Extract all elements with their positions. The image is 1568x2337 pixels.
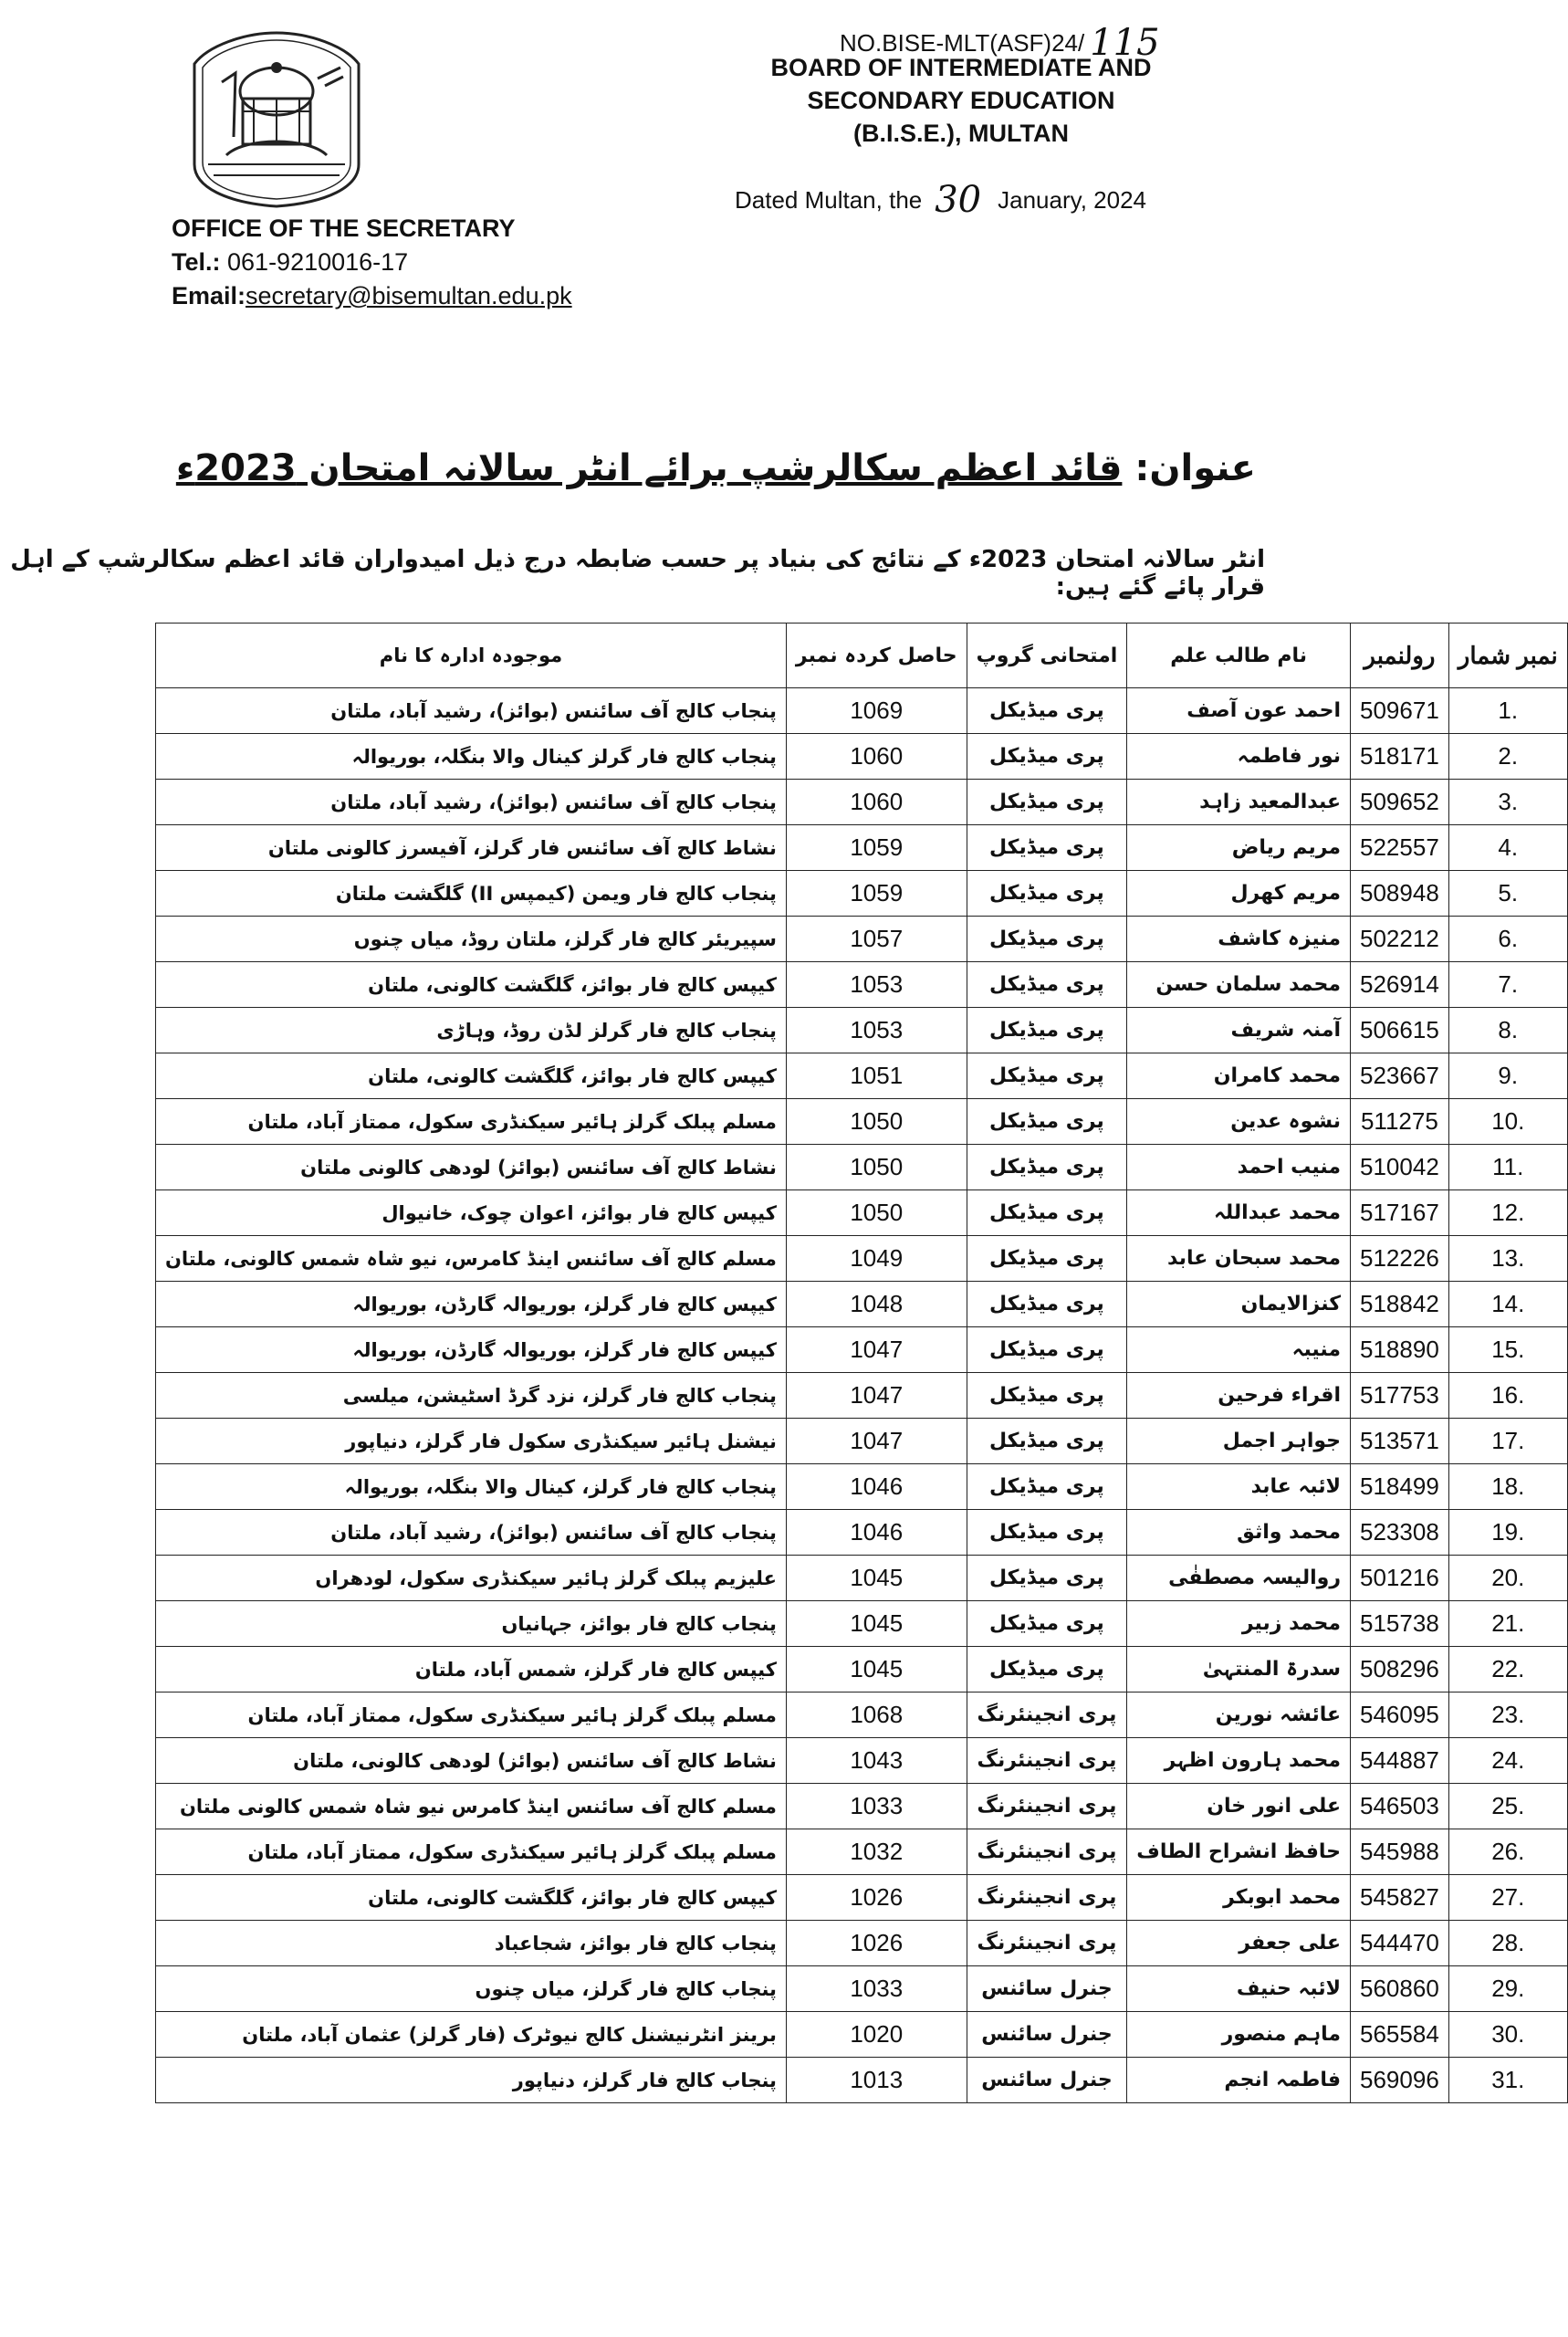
- reference-handwritten-number: 115: [1090, 22, 1160, 64]
- cell-serial: .17: [1448, 1419, 1567, 1464]
- cell-exam-group: پری میڈیکل: [967, 871, 1127, 917]
- cell-roll-number: 569096: [1351, 2058, 1449, 2103]
- cell-student-name: جواہر اجمل: [1127, 1419, 1351, 1464]
- dated-day-handwritten: 30: [935, 179, 982, 221]
- cell-institution: پنجاب کالج آف سائنس (بوائز)، رشید آباد، ملتان: [156, 780, 787, 825]
- cell-serial: .29: [1448, 1966, 1567, 2012]
- office-block: [172, 212, 572, 313]
- cell-exam-group: پری میڈیکل: [967, 1145, 1127, 1190]
- email-label: Email:: [172, 282, 246, 309]
- cell-student-name: منیزہ کاشف: [1127, 917, 1351, 962]
- email-link[interactable]: secretary@bisemultan.edu.pk: [246, 282, 572, 309]
- cell-student-name: کنزالایمان: [1127, 1282, 1351, 1327]
- cell-roll-number: 517167: [1351, 1190, 1449, 1236]
- cell-student-name: نشوہ عدین: [1127, 1099, 1351, 1145]
- intro-paragraph: انٹر سالانہ امتحان 2023ء کے نتائج کی بنیاد پر حسب ضابطہ درج ذیل امیدواران قائد اعظم سکالرشپ کے اہل قرار پائے گئے ہیں:: [10, 546, 1265, 601]
- cell-roll-number: 502212: [1351, 917, 1449, 962]
- cell-student-name: حافظ انشراح الطاف: [1127, 1829, 1351, 1875]
- cell-serial: .31: [1448, 2058, 1567, 2103]
- cell-serial: .26: [1448, 1829, 1567, 1875]
- cell-institution: پنجاب کالج فار گرلز کینال والا بنگلہ، بوریوالہ: [156, 734, 787, 780]
- table-row: [156, 1921, 1568, 1966]
- table-row: [156, 1053, 1568, 1099]
- table-row: [156, 1738, 1568, 1784]
- cell-student-name: منیب احمد: [1127, 1145, 1351, 1190]
- cell-institution: نشاط کالج آف سائنس فار گرلز، آفیسرز کالونی ملتان: [156, 825, 787, 871]
- cell-roll-number: 512226: [1351, 1236, 1449, 1282]
- cell-roll-number: 517753: [1351, 1373, 1449, 1419]
- cell-marks: 1033: [786, 1784, 967, 1829]
- cell-exam-group: پری میڈیکل: [967, 1282, 1127, 1327]
- cell-institution: پنجاب کالج آف سائنس (بوائز)، رشید آباد، ملتان: [156, 1510, 787, 1556]
- cell-marks: 1047: [786, 1327, 967, 1373]
- cell-institution: کیپس کالج فار بوائز، اعوان چوک، خانیوال: [156, 1190, 787, 1236]
- cell-marks: 1060: [786, 734, 967, 780]
- cell-roll-number: 523667: [1351, 1053, 1449, 1099]
- cell-marks: 1053: [786, 1008, 967, 1053]
- cell-marks: 1060: [786, 780, 967, 825]
- cell-roll-number: 523308: [1351, 1510, 1449, 1556]
- cell-marks: 1053: [786, 962, 967, 1008]
- cell-marks: 1033: [786, 1966, 967, 2012]
- cell-student-name: اقراء فرحین: [1127, 1373, 1351, 1419]
- cell-exam-group: پری انجینئرنگ: [967, 1738, 1127, 1784]
- cell-institution: مسلم پبلک گرلز ہائیر سیکنڈری سکول، ممتاز آباد، ملتان: [156, 1829, 787, 1875]
- table-row: [156, 917, 1568, 962]
- cell-exam-group: پری میڈیکل: [967, 1419, 1127, 1464]
- cell-serial: .18: [1448, 1464, 1567, 1510]
- cell-marks: 1045: [786, 1556, 967, 1601]
- cell-serial: .13: [1448, 1236, 1567, 1282]
- cell-exam-group: پری میڈیکل: [967, 1601, 1127, 1647]
- cell-marks: 1050: [786, 1190, 967, 1236]
- office-title: OFFICE OF THE SECRETARY: [172, 215, 516, 242]
- cell-institution: پنجاب کالج آف سائنس (بوائز)، رشید آباد، ملتان: [156, 688, 787, 734]
- cell-serial: .4: [1448, 825, 1567, 871]
- cell-marks: 1046: [786, 1510, 967, 1556]
- cell-student-name: ماہم منصور: [1127, 2012, 1351, 2058]
- cell-roll-number: 544470: [1351, 1921, 1449, 1966]
- cell-serial: .6: [1448, 917, 1567, 962]
- cell-student-name: لائبہ عابد: [1127, 1464, 1351, 1510]
- cell-roll-number: 518171: [1351, 734, 1449, 780]
- cell-marks: 1059: [786, 871, 967, 917]
- cell-exam-group: پری میڈیکل: [967, 688, 1127, 734]
- cell-serial: .15: [1448, 1327, 1567, 1373]
- board-name-block: [760, 51, 1162, 150]
- cell-institution: برینز انٹرنیشنل کالج نیوٹرک (فار گرلز) عثمان آباد، ملتان: [156, 2012, 787, 2058]
- header-student-name: نام طالب علم: [1127, 624, 1351, 688]
- cell-student-name: محمد ہارون اظہر: [1127, 1738, 1351, 1784]
- subject-label: عنوان:: [1134, 447, 1256, 489]
- cell-marks: 1059: [786, 825, 967, 871]
- table-row: [156, 1692, 1568, 1738]
- cell-serial: .25: [1448, 1784, 1567, 1829]
- cell-exam-group: پری انجینئرنگ: [967, 1784, 1127, 1829]
- cell-exam-group: پری میڈیکل: [967, 917, 1127, 962]
- reference-prefix: NO.BISE-MLT(ASF)24/: [840, 29, 1085, 57]
- cell-serial: .10: [1448, 1099, 1567, 1145]
- cell-marks: 1032: [786, 1829, 967, 1875]
- table-row: [156, 1236, 1568, 1282]
- cell-exam-group: پری میڈیکل: [967, 734, 1127, 780]
- cell-student-name: عائشہ نورین: [1127, 1692, 1351, 1738]
- table-row: [156, 871, 1568, 917]
- cell-marks: 1068: [786, 1692, 967, 1738]
- cell-marks: 1057: [786, 917, 967, 962]
- cell-institution: پنجاب کالج فار گرلز، میاں چنوں: [156, 1966, 787, 2012]
- cell-institution: نشاط کالج آف سائنس (بوائز) لودھی کالونی، ملتان: [156, 1738, 787, 1784]
- table-row: [156, 825, 1568, 871]
- cell-marks: 1050: [786, 1099, 967, 1145]
- cell-serial: .14: [1448, 1282, 1567, 1327]
- cell-roll-number: 518890: [1351, 1327, 1449, 1373]
- cell-marks: 1020: [786, 2012, 967, 2058]
- cell-roll-number: 544887: [1351, 1738, 1449, 1784]
- table-row: [156, 1327, 1568, 1373]
- cell-institution: مسلم کالج آف سائنس اینڈ کامرس، نیو شاہ شمس کالونی، ملتان: [156, 1236, 787, 1282]
- cell-marks: 1045: [786, 1601, 967, 1647]
- cell-exam-group: پری میڈیکل: [967, 1647, 1127, 1692]
- cell-marks: 1047: [786, 1419, 967, 1464]
- cell-serial: .16: [1448, 1373, 1567, 1419]
- table-row: [156, 962, 1568, 1008]
- cell-institution: کیپس کالج فار گرلز، بوریوالہ گارڈن، بوریوالہ: [156, 1282, 787, 1327]
- cell-student-name: محمد کامران: [1127, 1053, 1351, 1099]
- cell-roll-number: 510042: [1351, 1145, 1449, 1190]
- cell-student-name: مریم ریاض: [1127, 825, 1351, 871]
- cell-exam-group: جنرل سائنس: [967, 2012, 1127, 2058]
- cell-exam-group: پری میڈیکل: [967, 1008, 1127, 1053]
- cell-institution: مسلم پبلک گرلز ہائیر سیکنڈری سکول، ممتاز آباد، ملتان: [156, 1099, 787, 1145]
- cell-institution: پنجاب کالج فار ویمن (کیمپس II) گلگشت ملتان: [156, 871, 787, 917]
- cell-marks: 1026: [786, 1921, 967, 1966]
- cell-institution: پنجاب کالج فار گرلز، کینال والا بنگلہ، بوریوالہ: [156, 1464, 787, 1510]
- cell-serial: .5: [1448, 871, 1567, 917]
- cell-exam-group: پری انجینئرنگ: [967, 1875, 1127, 1921]
- table-row: [156, 1647, 1568, 1692]
- cell-exam-group: پری میڈیکل: [967, 1190, 1127, 1236]
- cell-student-name: عبدالمعید زاہد: [1127, 780, 1351, 825]
- cell-institution: مسلم کالج آف سائنس اینڈ کامرس نیو شاہ شمس کالونی ملتان: [156, 1784, 787, 1829]
- table-row: [156, 1145, 1568, 1190]
- table-row: [156, 1464, 1568, 1510]
- table-row: [156, 2058, 1568, 2103]
- cell-student-name: آمنہ شریف: [1127, 1008, 1351, 1053]
- cell-serial: .28: [1448, 1921, 1567, 1966]
- cell-student-name: محمد واثق: [1127, 1510, 1351, 1556]
- cell-serial: .19: [1448, 1510, 1567, 1556]
- cell-roll-number: 565584: [1351, 2012, 1449, 2058]
- table-row: [156, 1373, 1568, 1419]
- subject-line: [176, 447, 1256, 489]
- table-row: [156, 780, 1568, 825]
- table-row: [156, 688, 1568, 734]
- header-marks: حاصل کردہ نمبر: [786, 624, 967, 688]
- cell-serial: .9: [1448, 1053, 1567, 1099]
- cell-serial: .24: [1448, 1738, 1567, 1784]
- cell-exam-group: جنرل سائنس: [967, 1966, 1127, 2012]
- cell-student-name: محمد زبیر: [1127, 1601, 1351, 1647]
- board-line-3: (B.I.S.E.), MULTAN: [853, 120, 1069, 147]
- cell-student-name: لائبہ حنیف: [1127, 1966, 1351, 2012]
- header-roll-number: رولنمبر: [1351, 624, 1449, 688]
- cell-roll-number: 546095: [1351, 1692, 1449, 1738]
- cell-marks: 1043: [786, 1738, 967, 1784]
- cell-exam-group: پری میڈیکل: [967, 1327, 1127, 1373]
- scholarship-results-table: [155, 623, 1568, 2103]
- table-row: [156, 1419, 1568, 1464]
- office-email: [172, 279, 572, 313]
- cell-roll-number: 545827: [1351, 1875, 1449, 1921]
- cell-institution: پنجاب کالج فار گرلز لڈن روڈ، وہاڑی: [156, 1008, 787, 1053]
- office-tel: [172, 246, 572, 279]
- table-row: [156, 1829, 1568, 1875]
- cell-marks: 1051: [786, 1053, 967, 1099]
- cell-serial: .23: [1448, 1692, 1567, 1738]
- cell-exam-group: پری میڈیکل: [967, 825, 1127, 871]
- cell-student-name: علی جعفر: [1127, 1921, 1351, 1966]
- cell-roll-number: 513571: [1351, 1419, 1449, 1464]
- cell-exam-group: پری میڈیکل: [967, 1099, 1127, 1145]
- table-row: [156, 1510, 1568, 1556]
- cell-institution: پنجاب کالج فار بوائز، جہانیاں: [156, 1601, 787, 1647]
- cell-institution: پنجاب کالج فار گرلز، دنیاپور: [156, 2058, 787, 2103]
- cell-institution: کیپس کالج فار گرلز، شمس آباد، ملتان: [156, 1647, 787, 1692]
- cell-student-name: محمد سلمان حسن: [1127, 962, 1351, 1008]
- cell-institution: پنجاب کالج فار بوائز، شجاعباد: [156, 1921, 787, 1966]
- cell-exam-group: پری انجینئرنگ: [967, 1921, 1127, 1966]
- cell-institution: سپیریئر کالج فار گرلز، ملتان روڈ، میاں چنوں: [156, 917, 787, 962]
- header-exam-group: امتحانی گروپ: [967, 624, 1127, 688]
- cell-roll-number: 526914: [1351, 962, 1449, 1008]
- cell-serial: .8: [1448, 1008, 1567, 1053]
- cell-serial: .12: [1448, 1190, 1567, 1236]
- cell-roll-number: 522557: [1351, 825, 1449, 871]
- cell-institution: کیپس کالج فار بوائز، گلگشت کالونی، ملتان: [156, 962, 787, 1008]
- table-row: [156, 1556, 1568, 1601]
- cell-exam-group: پری میڈیکل: [967, 1510, 1127, 1556]
- cell-serial: .20: [1448, 1556, 1567, 1601]
- cell-marks: 1046: [786, 1464, 967, 1510]
- cell-student-name: روالیسہ مصطفٰی: [1127, 1556, 1351, 1601]
- cell-student-name: سدرۃ المنتہیٰ: [1127, 1647, 1351, 1692]
- cell-student-name: منیبہ: [1127, 1327, 1351, 1373]
- cell-marks: 1069: [786, 688, 967, 734]
- table-row: [156, 734, 1568, 780]
- cell-institution: پنجاب کالج فار گرلز، نزد گرڈ اسٹیشن، میلسی: [156, 1373, 787, 1419]
- table-row: [156, 1966, 1568, 2012]
- cell-exam-group: پری میڈیکل: [967, 1373, 1127, 1419]
- cell-student-name: محمد سبحان عابد: [1127, 1236, 1351, 1282]
- cell-serial: .7: [1448, 962, 1567, 1008]
- cell-exam-group: پری میڈیکل: [967, 1464, 1127, 1510]
- cell-exam-group: پری انجینئرنگ: [967, 1692, 1127, 1738]
- cell-student-name: نور فاطمہ: [1127, 734, 1351, 780]
- cell-marks: 1049: [786, 1236, 967, 1282]
- cell-marks: 1045: [786, 1647, 967, 1692]
- cell-roll-number: 506615: [1351, 1008, 1449, 1053]
- cell-marks: 1026: [786, 1875, 967, 1921]
- dated-line: [735, 175, 1146, 221]
- cell-roll-number: 545988: [1351, 1829, 1449, 1875]
- table-row: [156, 2012, 1568, 2058]
- cell-exam-group: پری میڈیکل: [967, 1556, 1127, 1601]
- cell-serial: .1: [1448, 688, 1567, 734]
- subject-text: قائد اعظم سکالرشپ برائے انٹر سالانہ امتحان 2023ء: [175, 447, 1123, 489]
- board-logo-emblem: [172, 27, 382, 210]
- cell-institution: کیپس کالج فار گرلز، بوریوالہ گارڈن، بوریوالہ: [156, 1327, 787, 1373]
- cell-institution: کیپس کالج فار بوائز، گلگشت کالونی، ملتان: [156, 1053, 787, 1099]
- cell-student-name: احمد عون آصف: [1127, 688, 1351, 734]
- cell-serial: .27: [1448, 1875, 1567, 1921]
- cell-roll-number: 546503: [1351, 1784, 1449, 1829]
- cell-exam-group: پری میڈیکل: [967, 780, 1127, 825]
- board-line-1: BOARD OF INTERMEDIATE AND: [770, 54, 1152, 81]
- cell-student-name: محمد ابوبکر: [1127, 1875, 1351, 1921]
- tel-number: 061-9210016-17: [227, 248, 409, 276]
- table-row: [156, 1190, 1568, 1236]
- cell-exam-group: پری انجینئرنگ: [967, 1829, 1127, 1875]
- cell-serial: .30: [1448, 2012, 1567, 2058]
- cell-institution: نیشنل ہائیر سیکنڈری سکول فار گرلز، دنیاپور: [156, 1419, 787, 1464]
- cell-student-name: علی انور خان: [1127, 1784, 1351, 1829]
- cell-serial: .22: [1448, 1647, 1567, 1692]
- cell-serial: .11: [1448, 1145, 1567, 1190]
- cell-roll-number: 511275: [1351, 1099, 1449, 1145]
- tel-label: Tel.:: [172, 248, 221, 276]
- cell-roll-number: 509671: [1351, 688, 1449, 734]
- cell-institution: مسلم پبلک گرلز ہائیر سیکنڈری سکول، ممتاز آباد، ملتان: [156, 1692, 787, 1738]
- cell-institution: علیزیم پبلک گرلز ہائیر سیکنڈری سکول، لودھراں: [156, 1556, 787, 1601]
- cell-serial: .21: [1448, 1601, 1567, 1647]
- cell-marks: 1050: [786, 1145, 967, 1190]
- cell-serial: .2: [1448, 734, 1567, 780]
- table-row: [156, 1008, 1568, 1053]
- table-header-row: [156, 624, 1568, 688]
- header-serial: نمبر شمار: [1448, 624, 1567, 688]
- table-row: [156, 1875, 1568, 1921]
- cell-roll-number: 509652: [1351, 780, 1449, 825]
- board-line-2: SECONDARY EDUCATION: [807, 87, 1115, 114]
- dated-prefix: Dated Multan, the: [735, 186, 923, 214]
- cell-institution: نشاط کالج آف سائنس (بوائز) لودھی کالونی ملتان: [156, 1145, 787, 1190]
- table-row: [156, 1784, 1568, 1829]
- cell-roll-number: 518499: [1351, 1464, 1449, 1510]
- cell-exam-group: پری میڈیکل: [967, 962, 1127, 1008]
- cell-student-name: فاطمہ انجم: [1127, 2058, 1351, 2103]
- cell-exam-group: جنرل سائنس: [967, 2058, 1127, 2103]
- table-row: [156, 1099, 1568, 1145]
- cell-roll-number: 508296: [1351, 1647, 1449, 1692]
- cell-marks: 1048: [786, 1282, 967, 1327]
- dated-suffix: January, 2024: [998, 186, 1146, 214]
- cell-roll-number: 501216: [1351, 1556, 1449, 1601]
- cell-exam-group: پری میڈیکل: [967, 1053, 1127, 1099]
- cell-roll-number: 508948: [1351, 871, 1449, 917]
- cell-student-name: محمد عبداللہ: [1127, 1190, 1351, 1236]
- table-row: [156, 1601, 1568, 1647]
- table-body: [156, 688, 1568, 2103]
- cell-marks: 1013: [786, 2058, 967, 2103]
- cell-roll-number: 515738: [1351, 1601, 1449, 1647]
- table-row: [156, 1282, 1568, 1327]
- cell-roll-number: 518842: [1351, 1282, 1449, 1327]
- cell-exam-group: پری میڈیکل: [967, 1236, 1127, 1282]
- cell-student-name: مریم کھرل: [1127, 871, 1351, 917]
- cell-roll-number: 560860: [1351, 1966, 1449, 2012]
- header-institution: موجودہ ادارہ کا نام: [156, 624, 787, 688]
- cell-marks: 1047: [786, 1373, 967, 1419]
- cell-institution: کیپس کالج فار بوائز، گلگشت کالونی، ملتان: [156, 1875, 787, 1921]
- cell-serial: .3: [1448, 780, 1567, 825]
